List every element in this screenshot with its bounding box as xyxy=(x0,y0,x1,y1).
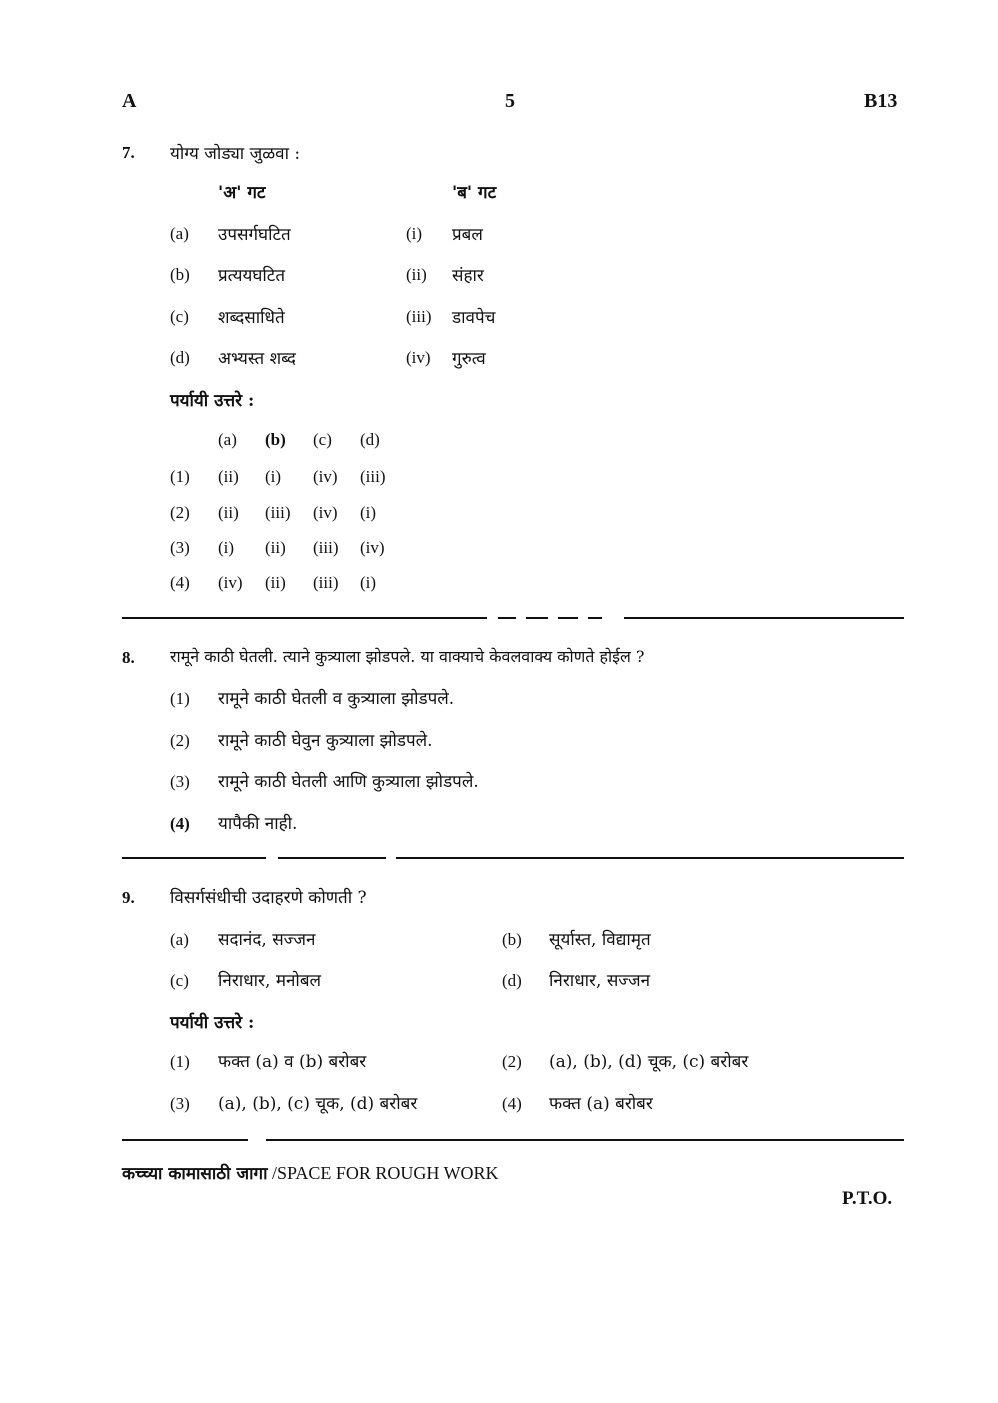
row-roman: (i) xyxy=(406,224,423,243)
option-value: (ii) xyxy=(218,503,239,522)
item-text: निराधार, सज्जन xyxy=(549,971,651,991)
option-number: (3) xyxy=(170,1094,190,1113)
option-value: (iv) xyxy=(313,503,338,522)
item-label: (b) xyxy=(502,930,522,949)
column-b-heading: 'ब' गट xyxy=(452,183,497,203)
column-a-item: अभ्यस्त शब्द xyxy=(218,349,296,369)
option-value: (iv) xyxy=(360,538,385,557)
page-number: 5 xyxy=(505,90,515,112)
option-value: (ii) xyxy=(218,467,239,486)
item-text: सदानंद, सज्जन xyxy=(218,930,316,950)
option-number: (2) xyxy=(502,1052,522,1071)
option-number: (4) xyxy=(170,814,190,833)
option-number: (3) xyxy=(170,772,190,791)
option-number: (1) xyxy=(170,689,190,708)
option-value: (iv) xyxy=(218,573,243,592)
option-number: (4) xyxy=(170,573,190,592)
column-b-item: प्रबल xyxy=(452,225,483,245)
alternatives-label: पर्यायी उत्तरे : xyxy=(170,391,255,411)
question-text: विसर्गसंधीची उदाहरणे कोणती ? xyxy=(170,888,367,908)
option-value: (ii) xyxy=(265,538,286,557)
column-a-heading: 'अ' गट xyxy=(218,183,266,203)
option-number: (1) xyxy=(170,467,190,486)
grid-heading: (b) xyxy=(265,430,286,449)
option-value: (i) xyxy=(360,573,377,592)
column-a-item: प्रत्ययघटित xyxy=(218,266,286,286)
column-a-item: शब्दसाधिते xyxy=(218,308,285,328)
option-text: (a), (b), (c) चूक, (d) बरोबर xyxy=(218,1094,418,1114)
option-number: (2) xyxy=(170,503,190,522)
column-a-item: उपसर्गघटित xyxy=(218,225,291,245)
item-text: निराधार, मनोबल xyxy=(218,971,322,991)
item-text: सूर्यास्त, विद्यामृत xyxy=(549,930,651,950)
option-number: (3) xyxy=(170,538,190,557)
row-roman: (ii) xyxy=(406,265,427,284)
grid-heading: (c) xyxy=(313,430,332,449)
option-value: (iii) xyxy=(313,538,339,557)
option-text: फक्त (a) व (b) बरोबर xyxy=(218,1052,367,1072)
grid-heading: (d) xyxy=(360,430,380,449)
option-value: (iv) xyxy=(313,467,338,486)
option-value: (i) xyxy=(265,467,282,486)
option-value: (iii) xyxy=(313,573,339,592)
option-value: (ii) xyxy=(265,573,286,592)
option-text: फक्त (a) बरोबर xyxy=(549,1094,653,1114)
row-label: (c) xyxy=(170,307,189,326)
question-number: 7. xyxy=(122,143,135,162)
item-label: (a) xyxy=(170,930,189,949)
row-roman: (iii) xyxy=(406,307,432,326)
rough-work-marathi: कच्च्या कामासाठी जागा xyxy=(122,1164,268,1184)
booklet-code: B13 xyxy=(864,90,898,112)
item-label: (d) xyxy=(502,971,522,990)
option-text: रामूने काठी घेवुन कुत्र्याला झोडपले. xyxy=(218,731,433,751)
alternatives-label: पर्यायी उत्तरे : xyxy=(170,1013,255,1033)
option-text: (a), (b), (d) चूक, (c) बरोबर xyxy=(549,1052,749,1072)
option-text: रामूने काठी घेतली आणि कुत्र्याला झोडपले. xyxy=(218,772,479,792)
set-label: A xyxy=(122,90,137,112)
row-label: (a) xyxy=(170,224,189,243)
rough-work-english: /SPACE FOR ROUGH WORK xyxy=(267,1163,499,1183)
option-value: (i) xyxy=(360,503,377,522)
column-b-item: संहार xyxy=(452,266,484,286)
row-roman: (iv) xyxy=(406,348,431,367)
row-label: (d) xyxy=(170,348,190,367)
option-number: (4) xyxy=(502,1094,522,1113)
option-value: (i) xyxy=(218,538,235,557)
option-value: (iii) xyxy=(265,503,291,522)
row-label: (b) xyxy=(170,265,190,284)
rough-work-label xyxy=(122,1161,499,1184)
question-text: रामूने काठी घेतली. त्याने कुत्र्याला झोडपले. या वाक्याचे केवलवाक्य कोणते होईल ? xyxy=(170,647,645,666)
option-number: (2) xyxy=(170,731,190,750)
option-value: (iii) xyxy=(360,467,386,486)
item-label: (c) xyxy=(170,971,189,990)
column-b-item: डावपेच xyxy=(452,308,496,328)
grid-heading: (a) xyxy=(218,430,237,449)
question-number: 9. xyxy=(122,888,135,907)
column-b-item: गुरुत्व xyxy=(452,349,486,369)
option-text: यापैकी नाही. xyxy=(218,814,298,834)
question-number: 8. xyxy=(122,648,135,667)
option-text: रामूने काठी घेतली व कुत्र्याला झोडपले. xyxy=(218,689,455,709)
question-text: योग्य जोड्या जुळवा : xyxy=(170,144,301,164)
please-turn-over: P.T.O. xyxy=(842,1188,893,1209)
option-number: (1) xyxy=(170,1052,190,1071)
